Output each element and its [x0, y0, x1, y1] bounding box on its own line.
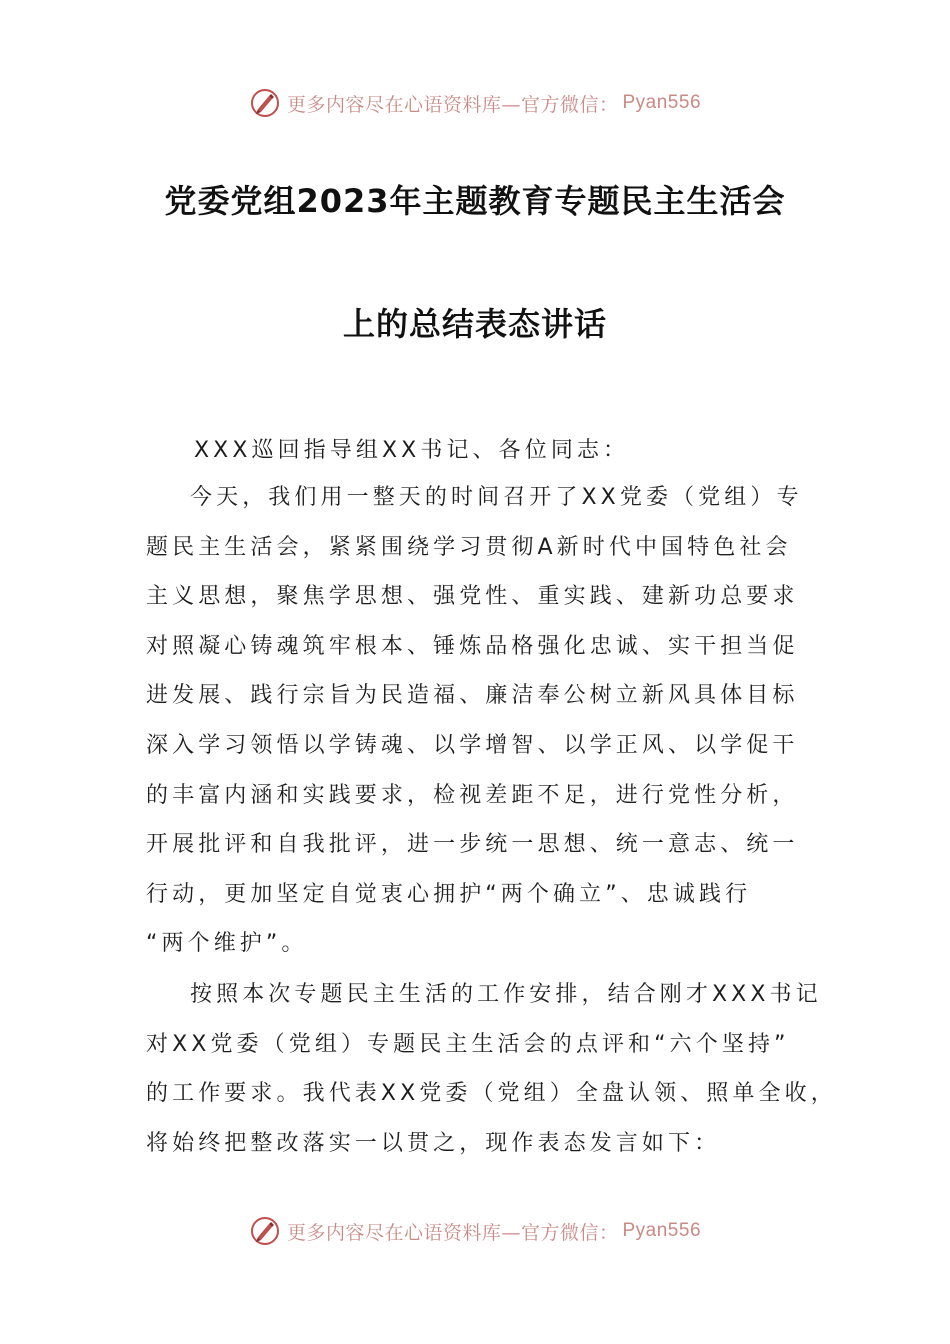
paragraph-line: 主义思想，聚焦学思想、强党性、重实践、建新功总要求	[146, 584, 799, 610]
paragraph-line: 对XX党委（党组）专题民主生活会的点评和“六个坚持”	[146, 1031, 790, 1057]
paragraph-line: 的丰富内涵和实践要求，检视差距不足，进行党性分析，	[146, 782, 799, 808]
paragraph-line: “两个维护”。	[146, 931, 308, 957]
paragraph-line: 深入学习领悟以学铸魂、以学增智、以学正风、以学促干	[146, 732, 799, 758]
pen-logo-icon	[249, 87, 281, 119]
paragraph-line: 的工作要求。我代表XX党委（党组）全盘认领、照单全收，	[146, 1081, 837, 1107]
paragraph-line: 按照本次专题民主生活的工作安排，结合刚才XXX书记	[190, 982, 822, 1007]
salutation-line: XXX巡回指导组XX书记、各位同志：	[194, 438, 630, 463]
paragraph-line: 进发展、践行宗旨为民造福、廉洁奉公树立新风具体目标	[146, 683, 799, 709]
paragraph-line: 题民主生活会，紧紧围绕学习贯彻A新时代中国特色社会	[146, 534, 792, 560]
salutation	[146, 426, 816, 476]
pen-logo-icon	[249, 1215, 281, 1247]
paragraph-1	[146, 473, 816, 969]
document-title-line-2: 上的总结表态讲话	[342, 305, 607, 343]
header-watermark	[0, 81, 950, 125]
document-title-line-1: 党委党组2023年主题教育专题民主生活会	[164, 182, 786, 220]
watermark-handle: Pyan556	[622, 1220, 702, 1241]
watermark-handle: Pyan556	[622, 92, 702, 113]
watermark-text: 更多内容尽在心语资料库—官方微信：	[286, 1221, 619, 1244]
footer-watermark	[0, 1209, 950, 1253]
paragraph-line: 开展批评和自我批评，进一步统一思想、统一意志、统一	[146, 832, 799, 858]
paragraph-line: 对照凝心铸魂筑牢根本、锤炼品格强化忠诚、实干担当促	[146, 633, 799, 659]
paragraph-2	[146, 970, 837, 1168]
paragraph-line: 将始终把整改落实一以贯之，现作表态发言如下：	[146, 1130, 721, 1156]
watermark-text: 更多内容尽在心语资料库—官方微信：	[286, 93, 619, 116]
paragraph-line: 行动，更加坚定自觉衷心拥护“两个确立”、忠诚践行	[146, 881, 752, 907]
paragraph-line: 今天，我们用一整天的时间召开了XX党委（党组）专	[190, 485, 803, 510]
